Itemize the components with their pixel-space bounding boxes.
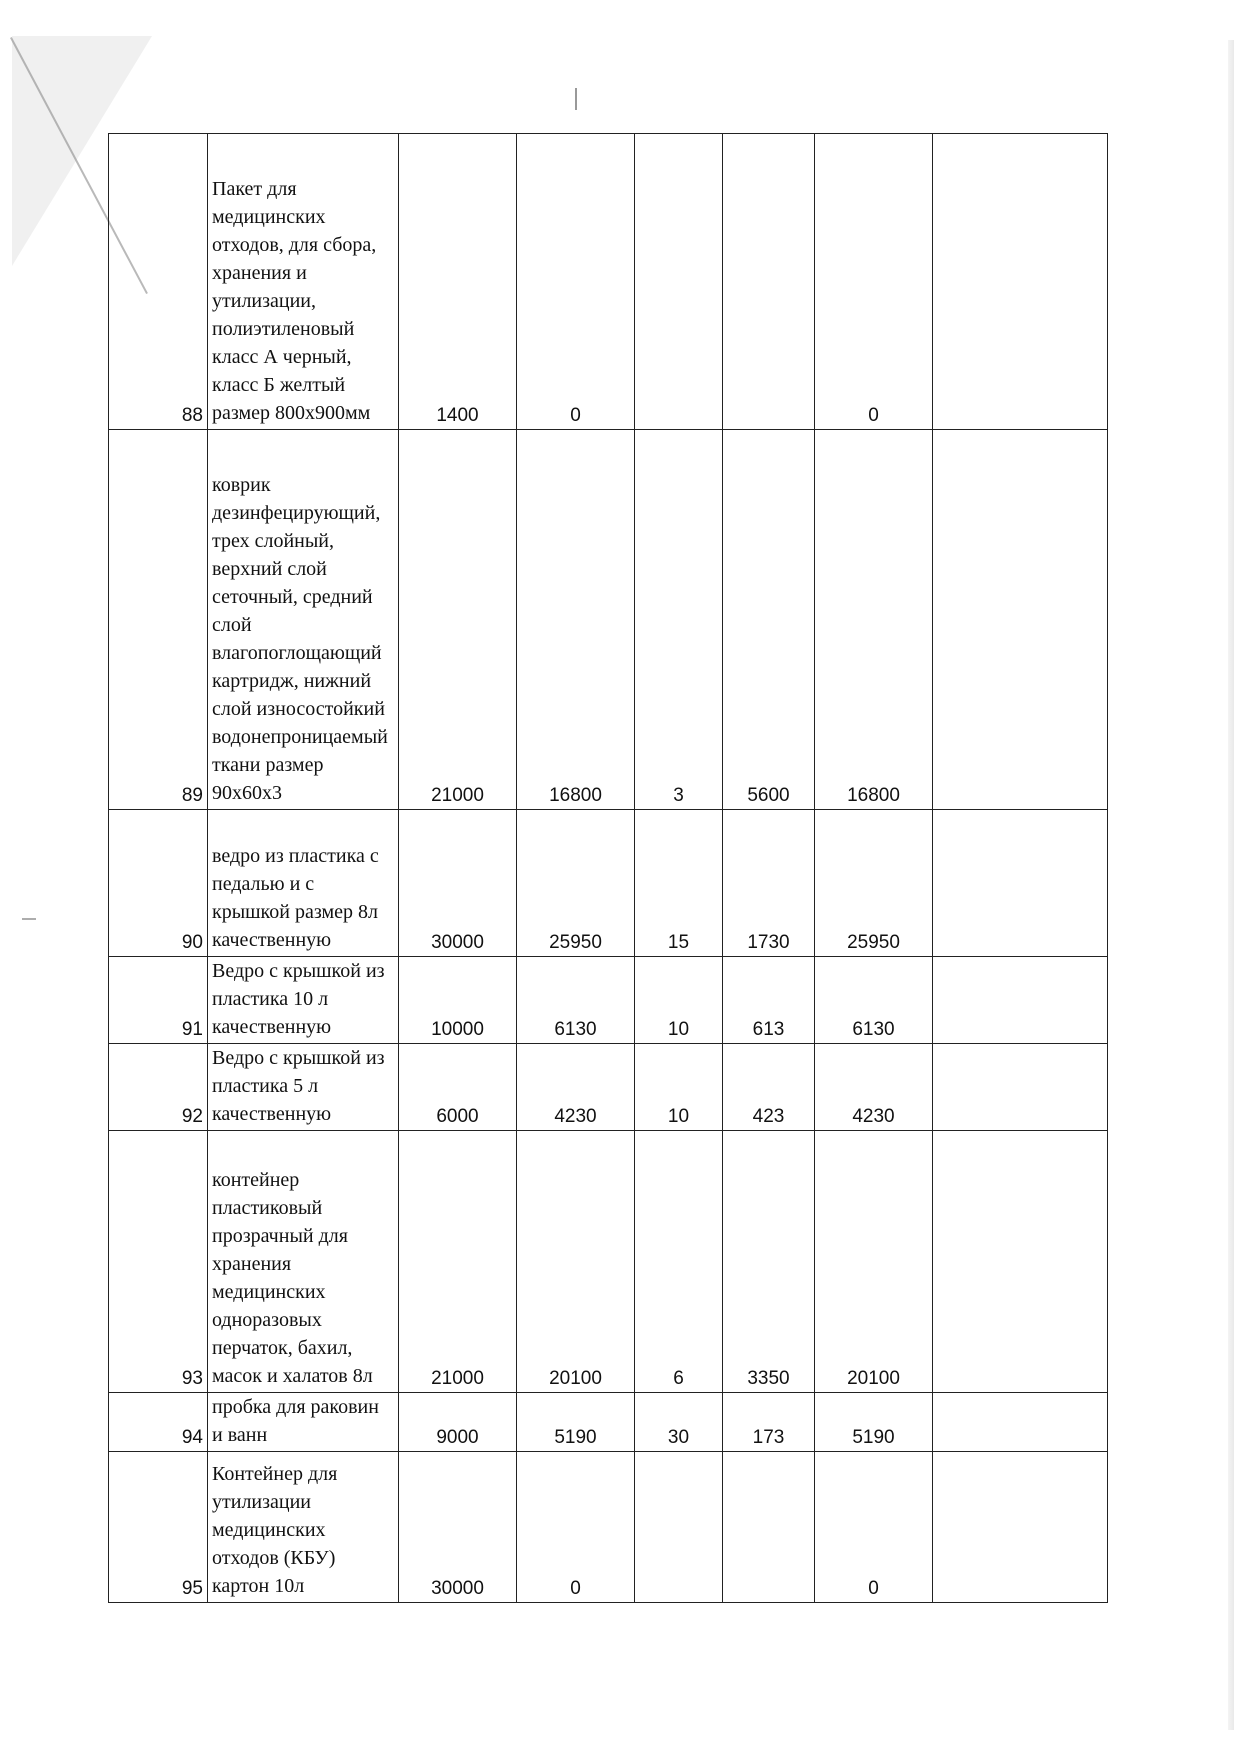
- table-row: [109, 430, 1108, 810]
- cell-value-5: 20100: [815, 1131, 933, 1393]
- cell-value-2: 4230: [517, 1044, 635, 1131]
- cell-value-2: 25950: [517, 810, 635, 957]
- page-edge: [1228, 40, 1234, 1730]
- cell-value-2: 0: [517, 1452, 635, 1603]
- item-description: пробка для раковин и ванн: [208, 1393, 399, 1452]
- cell-value-6: [933, 1044, 1108, 1131]
- cell-value-1: 21000: [399, 430, 517, 810]
- cell-value-2: 20100: [517, 1131, 635, 1393]
- cell-value-3: 6: [635, 1131, 723, 1393]
- item-description: Контейнер для утилизации медицинских отходов (КБУ) картон 10л: [208, 1452, 399, 1603]
- cell-value-1: 30000: [399, 810, 517, 957]
- cell-value-2: 0: [517, 134, 635, 430]
- cell-value-1: 10000: [399, 957, 517, 1044]
- cell-value-1: 9000: [399, 1393, 517, 1452]
- row-number: 90: [109, 810, 208, 957]
- cell-value-5: 5190: [815, 1393, 933, 1452]
- cell-value-5: 16800: [815, 430, 933, 810]
- cell-value-3: 10: [635, 1044, 723, 1131]
- scan-mark: [575, 88, 577, 110]
- cell-value-6: [933, 1131, 1108, 1393]
- item-description: Ведро с крышкой из пластика 5 л качественную: [208, 1044, 399, 1131]
- cell-value-4: 5600: [723, 430, 815, 810]
- row-number: 94: [109, 1393, 208, 1452]
- cell-value-6: [933, 810, 1108, 957]
- items-table: [108, 133, 1108, 1603]
- cell-value-6: [933, 430, 1108, 810]
- cell-value-6: [933, 134, 1108, 430]
- cell-value-3: 3: [635, 430, 723, 810]
- item-description: контейнер пластиковый прозрачный для хранения медицинских одноразовых перчаток, бахил, масок и халатов 8л: [208, 1131, 399, 1393]
- row-number: 89: [109, 430, 208, 810]
- row-number: 88: [109, 134, 208, 430]
- row-number: 92: [109, 1044, 208, 1131]
- cell-value-1: 21000: [399, 1131, 517, 1393]
- item-description: ведро из пластика с педалью и с крышкой размер 8л качественную: [208, 810, 399, 957]
- cell-value-1: 1400: [399, 134, 517, 430]
- cell-value-3: 15: [635, 810, 723, 957]
- cell-value-5: 6130: [815, 957, 933, 1044]
- cell-value-6: [933, 1452, 1108, 1603]
- cell-value-2: 5190: [517, 1393, 635, 1452]
- table-row: [109, 1452, 1108, 1603]
- cell-value-3: 30: [635, 1393, 723, 1452]
- item-description: Пакет для медицинских отходов, для сбора, хранения и утилизации, полиэтиленовый класс А черный, класс Б желтый размер 800х900мм: [208, 134, 399, 430]
- table-row: [109, 1393, 1108, 1452]
- cell-value-2: 16800: [517, 430, 635, 810]
- cell-value-5: 25950: [815, 810, 933, 957]
- cell-value-3: 10: [635, 957, 723, 1044]
- cell-value-5: 0: [815, 134, 933, 430]
- table-row: [109, 1131, 1108, 1393]
- table-row: [109, 134, 1108, 430]
- cell-value-4: 3350: [723, 1131, 815, 1393]
- row-number: 91: [109, 957, 208, 1044]
- table-row: [109, 1044, 1108, 1131]
- cell-value-5: 4230: [815, 1044, 933, 1131]
- cell-value-6: [933, 1393, 1108, 1452]
- cell-value-4: 423: [723, 1044, 815, 1131]
- table-row: [109, 810, 1108, 957]
- cell-value-4: 1730: [723, 810, 815, 957]
- item-description: Ведро с крышкой из пластика 10 л качественную: [208, 957, 399, 1044]
- cell-value-5: 0: [815, 1452, 933, 1603]
- table-row: [109, 957, 1108, 1044]
- cell-value-4: 173: [723, 1393, 815, 1452]
- cell-value-6: [933, 957, 1108, 1044]
- cell-value-1: 6000: [399, 1044, 517, 1131]
- cell-value-3: [635, 134, 723, 430]
- cell-value-1: 30000: [399, 1452, 517, 1603]
- item-description: коврик дезинфецирующий, трех слойный, верхний слой сеточный, средний слой влагопоглощающий картридж, нижний слой износостойкий водонепроницаемый ткани размер 90х60х3: [208, 430, 399, 810]
- cell-value-4: [723, 1452, 815, 1603]
- row-number: 95: [109, 1452, 208, 1603]
- cell-value-2: 6130: [517, 957, 635, 1044]
- margin-mark: [22, 918, 36, 920]
- cell-value-4: [723, 134, 815, 430]
- cell-value-4: 613: [723, 957, 815, 1044]
- row-number: 93: [109, 1131, 208, 1393]
- cell-value-3: [635, 1452, 723, 1603]
